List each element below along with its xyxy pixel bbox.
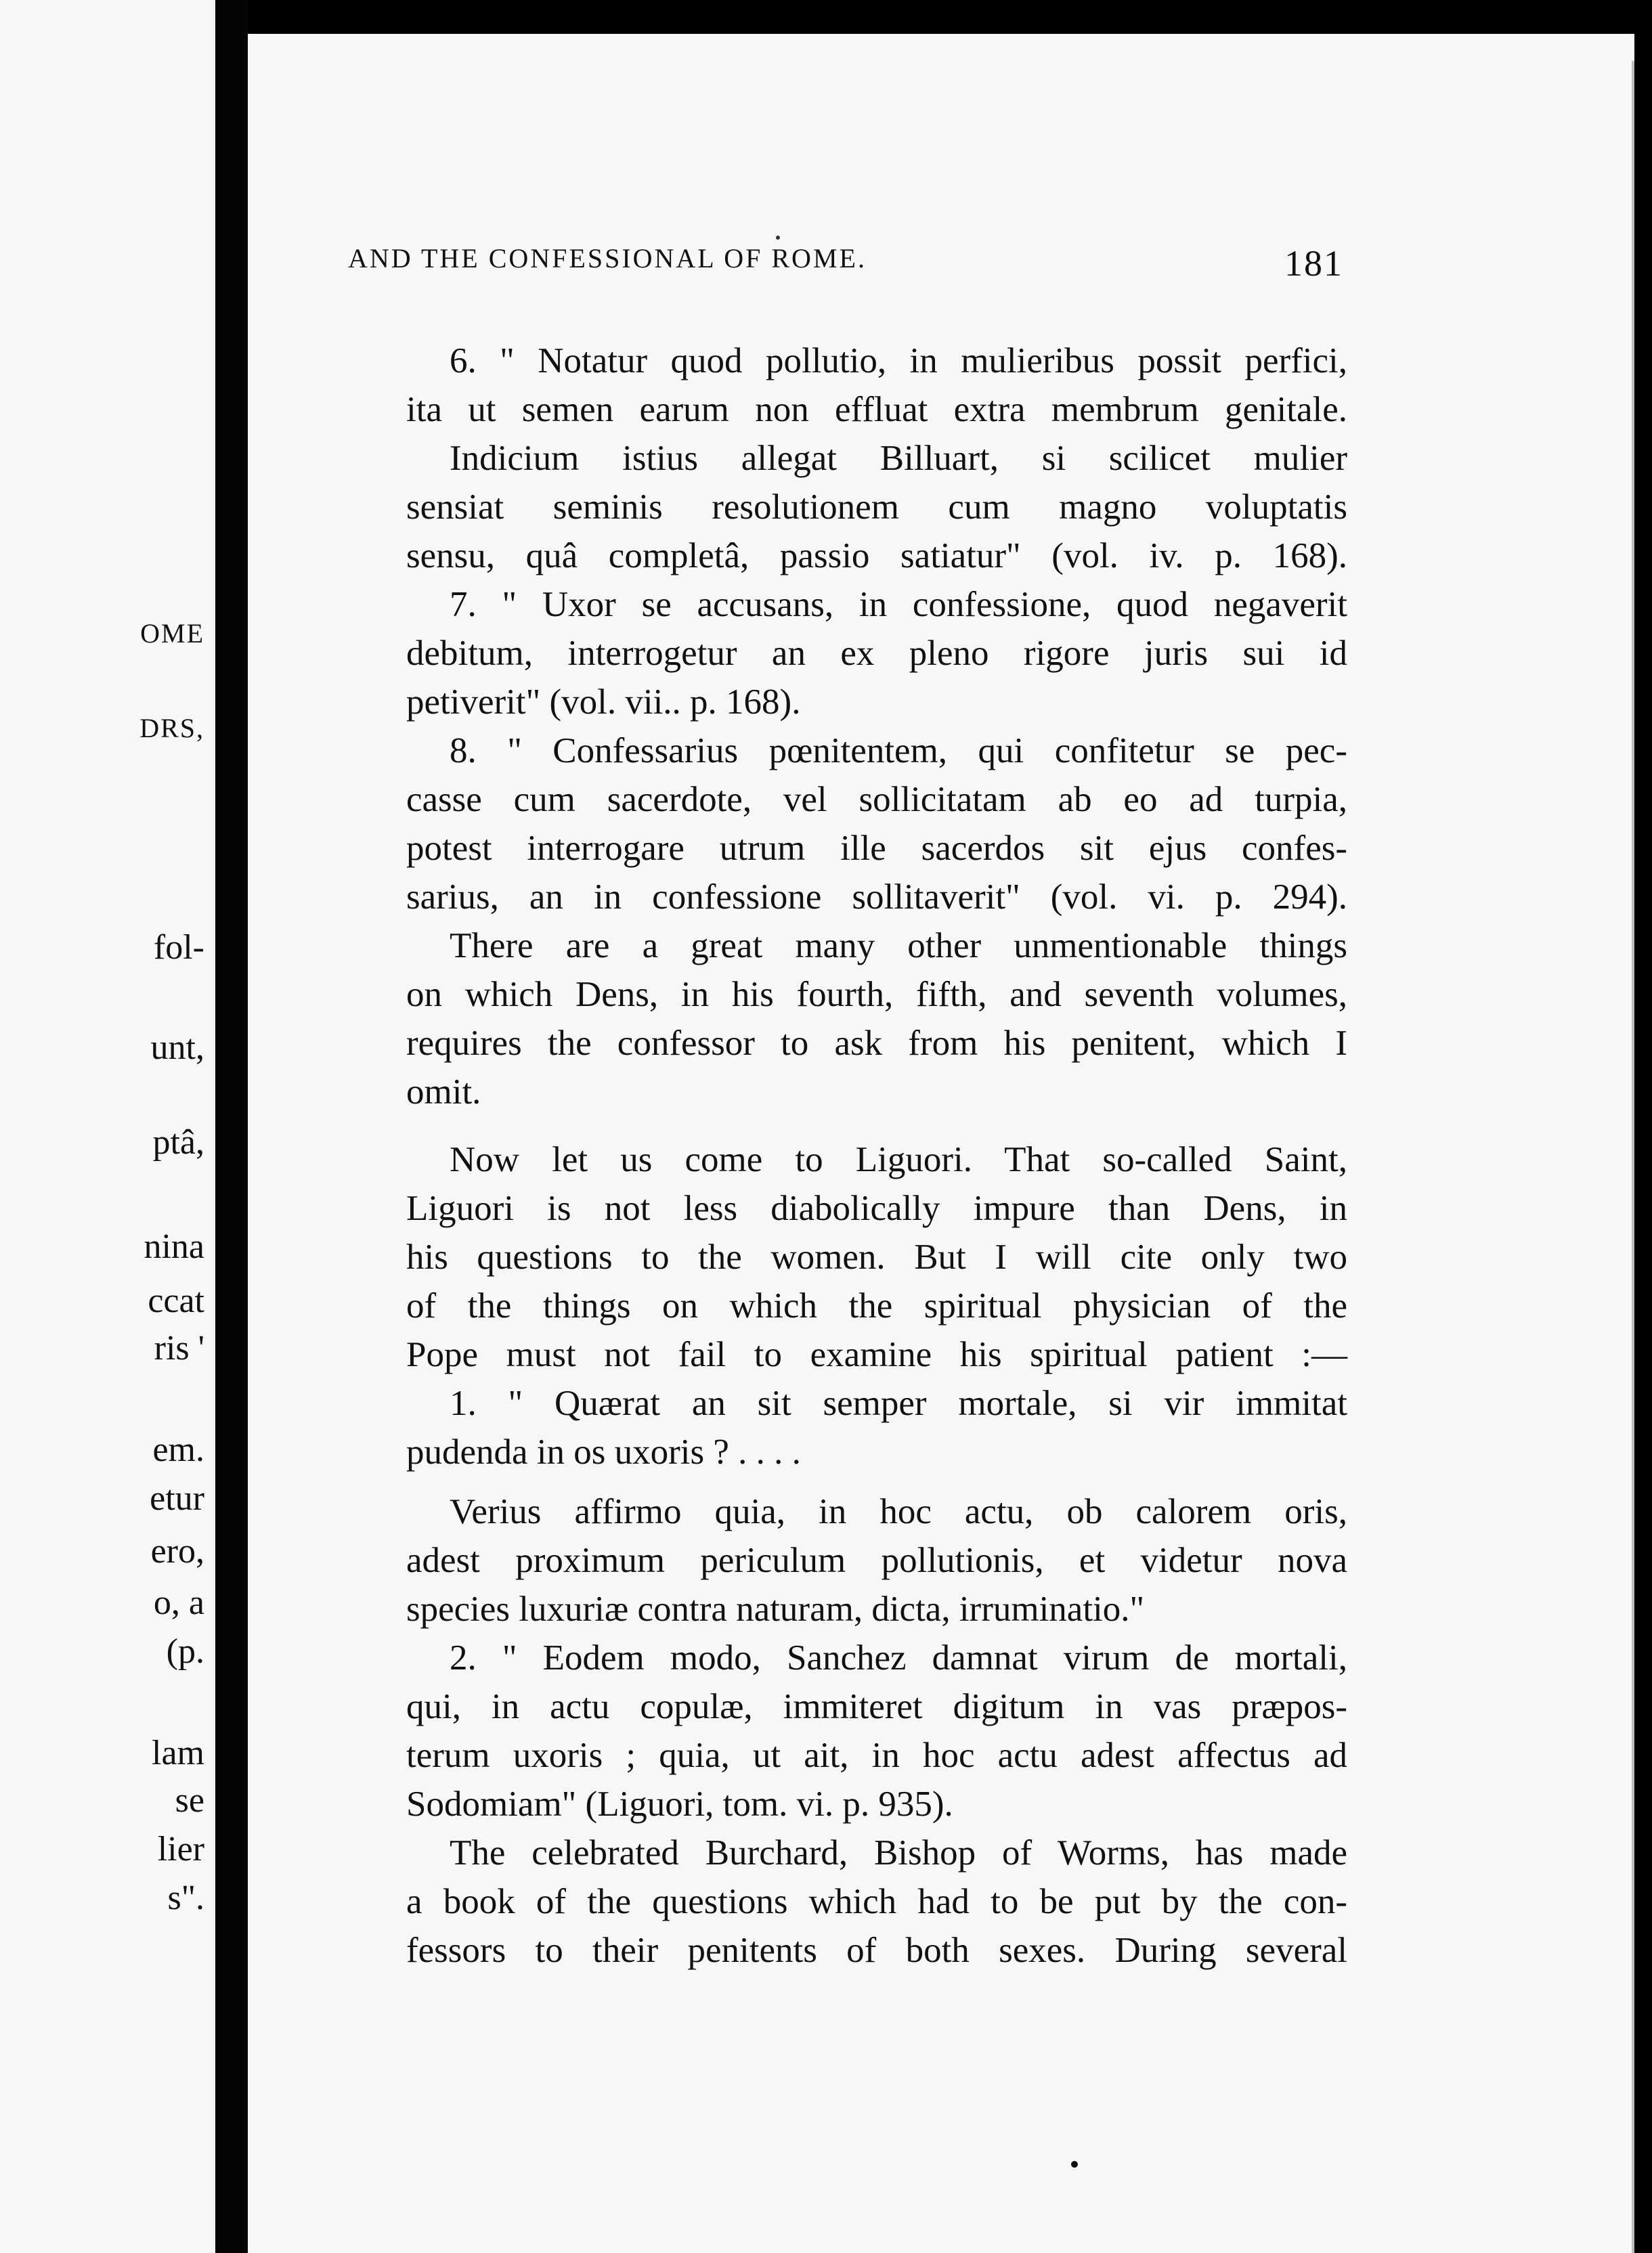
text-line: requires the confessor to ask from his penitent, which I bbox=[406, 1024, 1347, 1063]
left-fragment-text: o, a bbox=[153, 1583, 204, 1622]
text-line: The celebrated Burchard, Bishop of Worms, has made bbox=[450, 1833, 1347, 1873]
text-line: sensiat seminis resolutionem cum magno voluptatis bbox=[406, 487, 1347, 527]
left-fragment-text: ero, bbox=[150, 1532, 204, 1571]
page-gutter bbox=[215, 0, 248, 2253]
text-line: Now let us come to Liguori. That so-called Saint, bbox=[450, 1140, 1347, 1179]
print-speck bbox=[776, 236, 780, 240]
text-line: debitum, interrogetur an ex pleno rigore juris sui id bbox=[406, 634, 1347, 673]
text-line: ita ut semen earum non effluat extra membrum genitale. bbox=[406, 390, 1347, 429]
page-number: 181 bbox=[1284, 243, 1343, 284]
running-head bbox=[348, 242, 1343, 290]
left-fragment-text: (p. bbox=[166, 1632, 204, 1671]
text-line: a book of the questions which had to be put by the con- bbox=[406, 1882, 1347, 1921]
text-line: Indicium istius allegat Billuart, si scilicet mulier bbox=[450, 439, 1347, 478]
left-fragment-text: nina bbox=[144, 1227, 204, 1266]
text-line: casse cum sacerdote, vel sollicitatam ab eo ad turpia, bbox=[406, 780, 1347, 819]
left-fragment-text: em. bbox=[152, 1430, 204, 1469]
right-border bbox=[1634, 0, 1652, 2253]
text-line: sarius, an in confessione sollitaverit" (vol. vi. p. 294). bbox=[406, 877, 1347, 917]
text-line: Verius affirmo quia, in hoc actu, ob calorem oris, bbox=[450, 1492, 1347, 1531]
left-fragment-text: s". bbox=[167, 1879, 204, 1917]
text-line: pudenda in os uxoris ? . . . . bbox=[406, 1432, 801, 1472]
text-line: 2. " Eodem modo, Sanchez damnat virum de mortali, bbox=[450, 1638, 1347, 1678]
left-fragment-text: DRS, bbox=[139, 713, 204, 743]
text-line: of the things on which the spiritual physician of the bbox=[406, 1286, 1347, 1326]
left-fragment-text: unt, bbox=[150, 1028, 204, 1067]
text-line: Liguori is not less diabolically impure than Dens, in bbox=[406, 1189, 1347, 1228]
text-line: potest interrogare utrum ille sacerdos sit ejus confes- bbox=[406, 829, 1347, 868]
text-line: 6. " Notatur quod pollutio, in mulieribus possit perfici, bbox=[450, 341, 1347, 380]
text-line: on which Dens, in his fourth, fifth, and seventh volumes, bbox=[406, 975, 1347, 1014]
left-fragment-text: etur bbox=[150, 1479, 204, 1518]
text-line: his questions to the women. But I will cite only two bbox=[406, 1238, 1347, 1277]
text-line: adest proximum periculum pollutionis, et videtur nova bbox=[406, 1541, 1347, 1580]
left-fragment-text: ptâ, bbox=[152, 1123, 204, 1162]
left-fragment-text: ris ' bbox=[154, 1329, 204, 1368]
running-head-title: AND THE CONFESSIONAL OF ROME. bbox=[348, 243, 867, 274]
text-line: species luxuriæ contra naturam, dicta, irruminatio." bbox=[406, 1590, 1145, 1629]
print-dot bbox=[1071, 2161, 1078, 2168]
text-line: petiverit" (vol. vii.. p. 168). bbox=[406, 682, 801, 722]
left-page-fragment bbox=[0, 0, 215, 2253]
text-line: fessors to their penitents of both sexes. During several bbox=[406, 1931, 1347, 1970]
text-line: Pope must not fail to examine his spiritual patient :— bbox=[406, 1335, 1347, 1374]
left-fragment-text: ccat bbox=[148, 1282, 204, 1320]
text-line: 1. " Quærat an sit semper mortale, si vir immitat bbox=[450, 1384, 1347, 1423]
left-fragment-text: lier bbox=[157, 1830, 204, 1868]
left-fragment-text: se bbox=[175, 1781, 204, 1820]
text-line: 8. " Confessarius pœnitentem, qui confitetur se pec- bbox=[450, 731, 1347, 770]
text-line: 7. " Uxor se accusans, in confessione, quod negaverit bbox=[450, 585, 1347, 624]
text-line: There are a great many other unmentionable things bbox=[450, 926, 1347, 965]
text-line: terum uxoris ; quia, ut ait, in hoc actu adest affectus ad bbox=[406, 1736, 1347, 1775]
left-fragment-text: fol- bbox=[153, 928, 204, 967]
text-line: sensu, quâ completâ, passio satiatur" (vol. iv. p. 168). bbox=[406, 536, 1347, 575]
left-fragment-text: lam bbox=[152, 1734, 204, 1772]
text-line: Sodomiam" (Liguori, tom. vi. p. 935). bbox=[406, 1785, 953, 1824]
text-line: omit. bbox=[406, 1072, 481, 1112]
text-line: qui, in actu copulæ, immiteret digitum in vas præpos- bbox=[406, 1687, 1347, 1726]
left-fragment-text: OME bbox=[140, 618, 204, 649]
